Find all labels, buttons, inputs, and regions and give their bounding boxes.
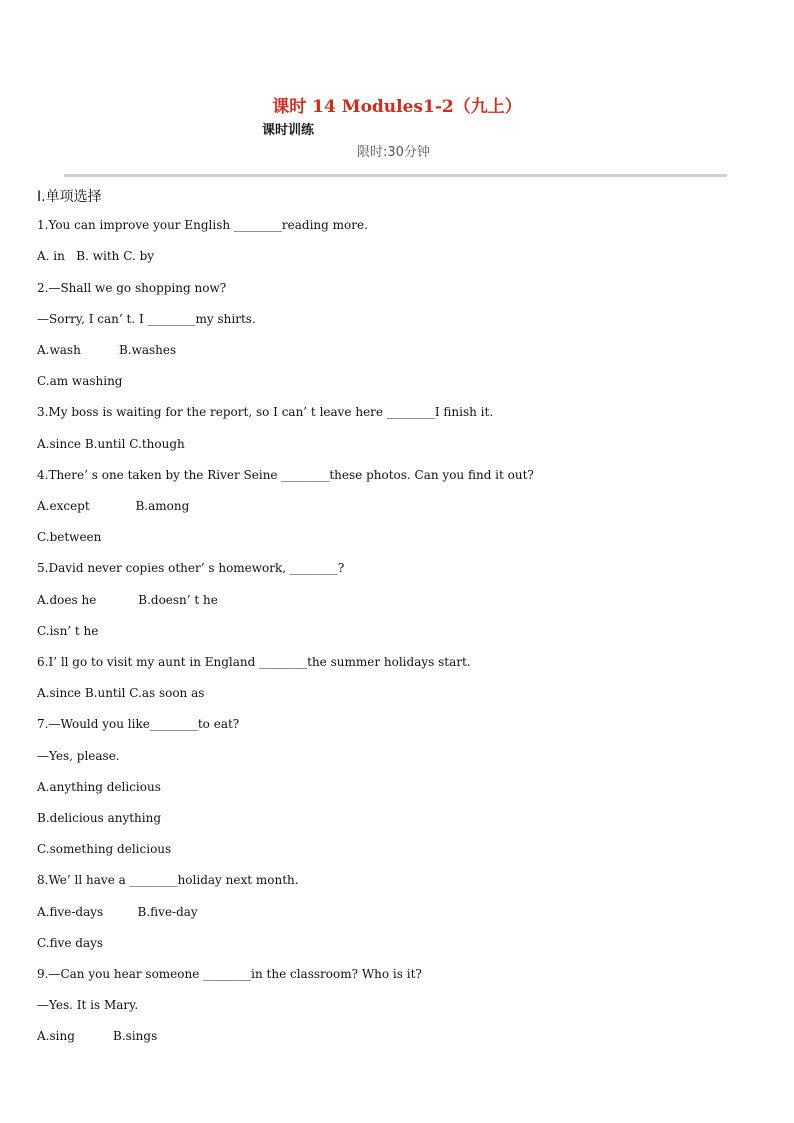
- time-limit: 限时:30分钟: [357, 145, 430, 160]
- question-line: 4.There’ s one taken by the River Seine ________these photos. Can you find it out?: [37, 468, 534, 482]
- question-line: 6.I’ ll go to visit my aunt in England ________the summer holidays start.: [37, 655, 471, 669]
- question-line: —Sorry, I can’ t. I ________my shirts.: [37, 312, 256, 326]
- header-divider: [64, 174, 727, 177]
- options-line: A.since B.until C.though: [37, 437, 185, 451]
- question-line: 2.—Shall we go shopping now?: [37, 281, 227, 295]
- options-line: C.something delicious: [37, 842, 172, 856]
- options-line: A.does he B.doesn’ t he: [37, 593, 218, 607]
- options-line: A.anything delicious: [37, 780, 161, 794]
- question-line: —Yes. It is Mary.: [37, 998, 139, 1012]
- page-title: 课时 14 Modules1-2（九上）: [272, 97, 522, 117]
- question-line: 3.My boss is waiting for the report, so I can’ t leave here ________I finish it.: [37, 405, 494, 419]
- question-line: —Yes, please.: [37, 749, 120, 763]
- options-line: A.except B.among: [37, 499, 190, 513]
- options-line: A.five-days B.five-day: [37, 905, 198, 919]
- question-line: 7.—Would you like________to eat?: [37, 717, 240, 731]
- section-heading: Ⅰ.单项选择: [37, 189, 102, 205]
- options-line: A. in B. with C. by: [37, 249, 155, 263]
- question-line: 1.You can improve your English ________reading more.: [37, 218, 368, 232]
- options-line: C.five days: [37, 936, 104, 950]
- question-line: 9.—Can you hear someone ________in the classroom? Who is it?: [37, 967, 422, 981]
- options-line: A.wash B.washes: [37, 343, 177, 357]
- options-line: C.isn’ t he: [37, 624, 99, 638]
- options-line: A.sing B.sings: [37, 1029, 158, 1043]
- options-line: A.since B.until C.as soon as: [37, 686, 205, 700]
- question-line: 5.David never copies other’ s homework, ________?: [37, 561, 345, 575]
- options-line: C.am washing: [37, 374, 123, 388]
- options-line: C.between: [37, 530, 102, 544]
- options-line: B.delicious anything: [37, 811, 162, 825]
- question-line: 8.We’ ll have a ________holiday next month.: [37, 873, 299, 887]
- page-subtitle: 课时训练: [262, 123, 315, 138]
